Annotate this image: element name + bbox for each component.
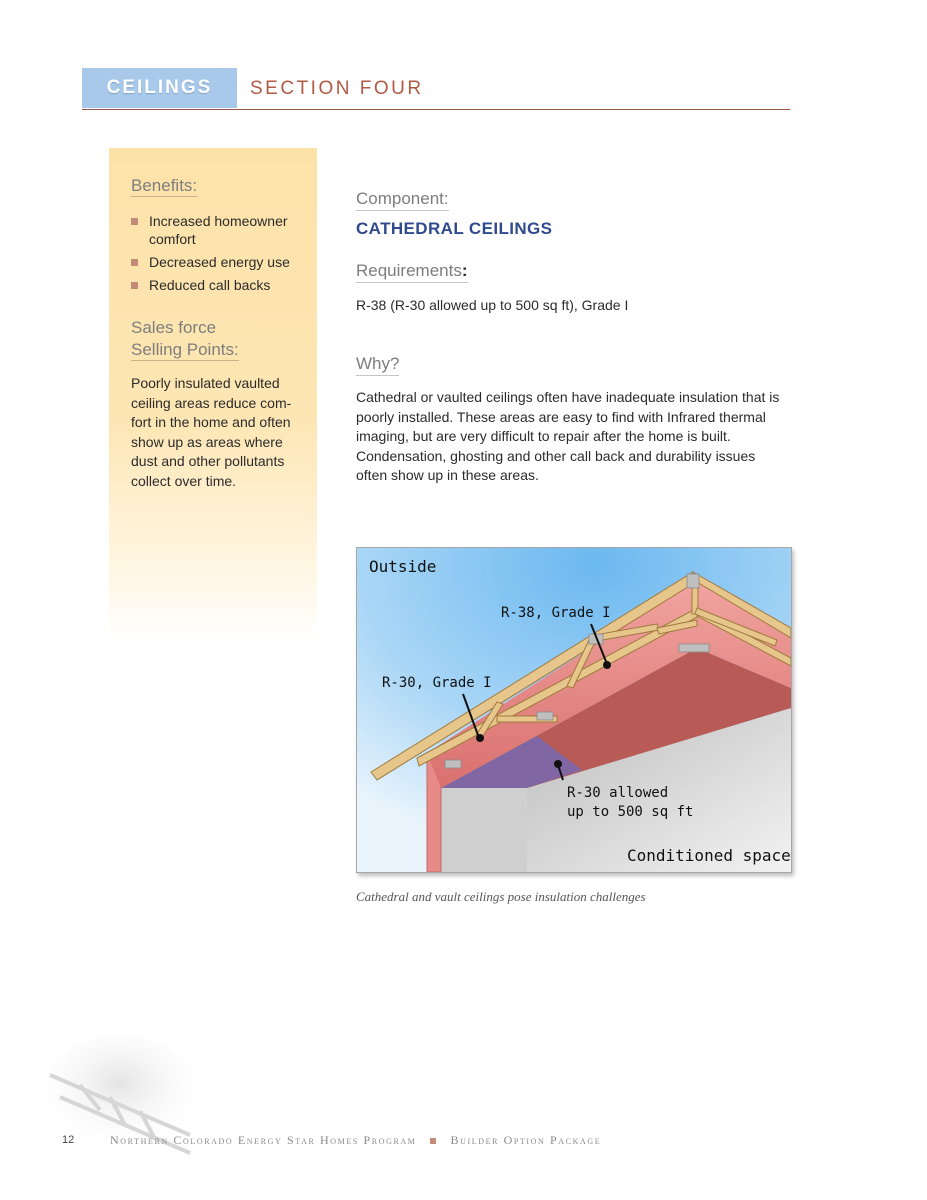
benefits-list xyxy=(131,212,306,299)
section-tab: CEILINGS xyxy=(82,68,237,108)
conditioned-space-label: Conditioned space xyxy=(627,846,791,865)
selling-points-text: Poorly insulated vaulted ceiling areas reduce com-fort in the home and often show up as areas where dust and other pollutants collect over time. xyxy=(131,375,292,489)
requirements-text: R-38 (R-30 allowed up to 500 sq ft), Grade I xyxy=(356,297,629,313)
r38-label: R-38, Grade I xyxy=(501,605,611,621)
list-item: Decreased energy use xyxy=(131,253,306,271)
square-bullet-icon xyxy=(430,1138,436,1144)
square-bullet-icon xyxy=(131,218,138,225)
footer-text: Northern Colorado Energy Star Homes Program Builder Option Package xyxy=(110,1133,602,1147)
outside-label: Outside xyxy=(369,557,437,576)
square-bullet-icon xyxy=(131,282,138,289)
benefits-heading: Benefits: xyxy=(131,176,198,195)
roof-section-drawing xyxy=(357,548,791,872)
page-number: 12 xyxy=(62,1134,75,1146)
sidebar-panel xyxy=(109,148,317,640)
figure-caption: Cathedral and vault ceilings pose insulation challenges xyxy=(356,889,646,904)
r30-allowed-label: R-30 allowed up to 500 sq ft xyxy=(567,785,694,820)
section-name: SECTION FOUR xyxy=(250,78,424,99)
requirements-label: Requirements: xyxy=(356,261,468,281)
list-item: Reduced call backs xyxy=(131,276,306,294)
why-label: Why? xyxy=(356,354,399,374)
component-title: CATHEDRAL CEILINGS xyxy=(356,219,553,238)
square-bullet-icon xyxy=(131,259,138,266)
list-item: Increased homeowner comfort xyxy=(131,212,306,248)
r30-label: R-30, Grade I xyxy=(382,675,492,691)
cathedral-ceiling-illustration xyxy=(356,547,792,873)
interior-wall xyxy=(441,788,527,872)
selling-points-heading: Sales force Selling Points: xyxy=(131,318,239,359)
header-rule xyxy=(82,109,790,110)
component-label: Component: xyxy=(356,189,449,209)
why-text: Cathedral or vaulted ceilings often have inadequate insulation that is poorly installed. These areas are easy to find with Infrared thermal imaging, but are very difficult to repair after the home is built. Condensation, ghosting and other call back and durability issues often show up in these areas. xyxy=(356,389,780,483)
